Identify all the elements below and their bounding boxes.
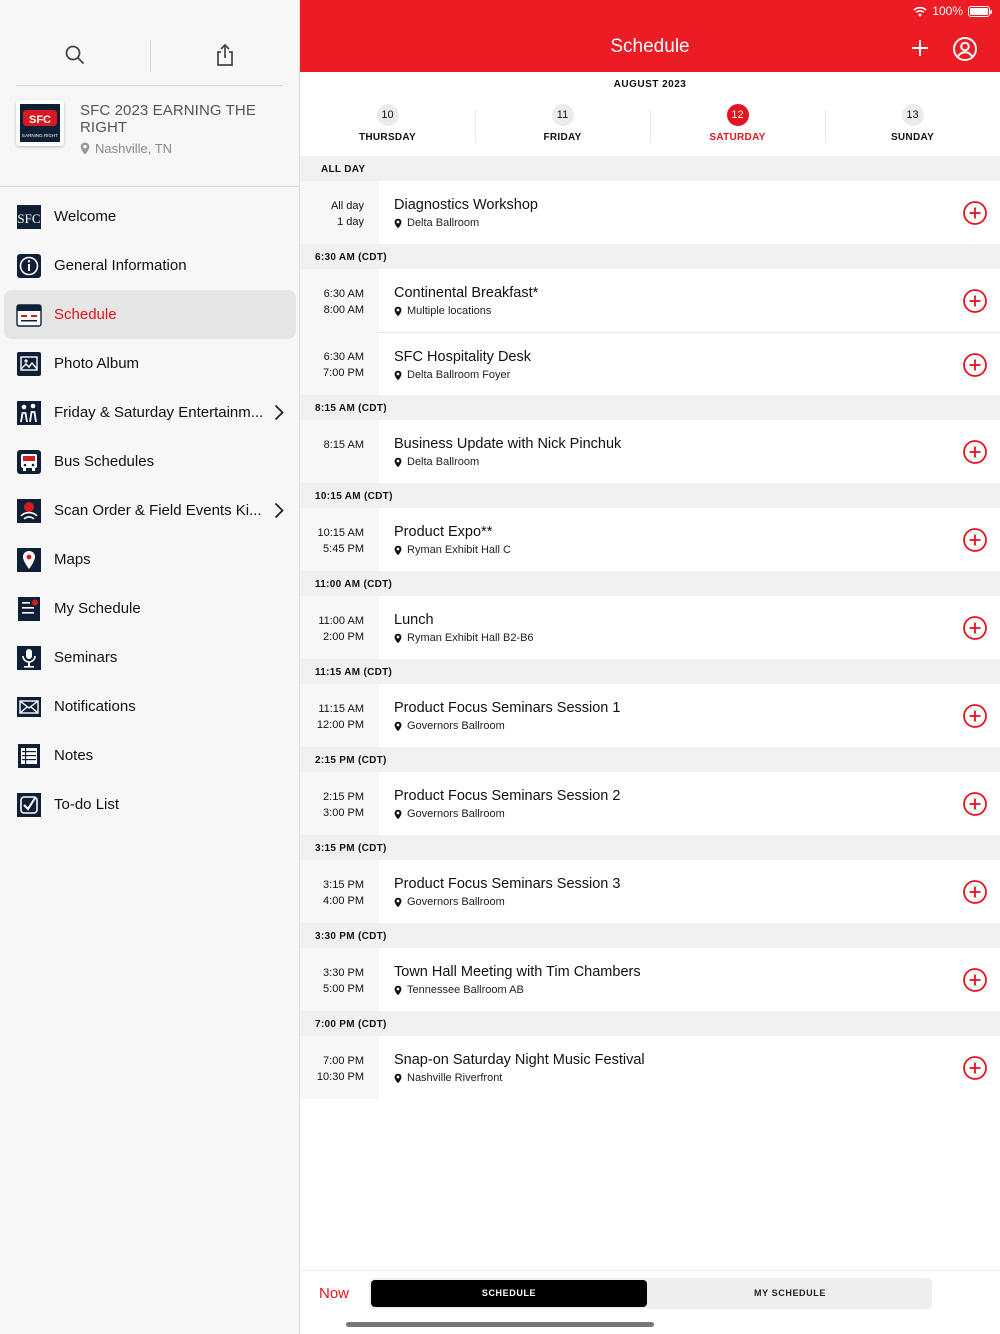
session-location-text: Delta Ballroom [407, 217, 480, 229]
battery-icon [968, 6, 990, 17]
session-row[interactable] [300, 772, 1000, 835]
session-location [394, 1072, 502, 1084]
sidebar-item-bus-schedules[interactable] [4, 437, 296, 486]
day-selector [300, 104, 1000, 152]
session-body [379, 332, 1000, 395]
schedule-list [300, 156, 1000, 1099]
section-header: 7:00 PM (CDT) [300, 1011, 1000, 1036]
sfc-logo-icon [16, 204, 42, 230]
info-icon [16, 253, 42, 279]
location-pin-icon [394, 218, 402, 229]
month-label: AUGUST 2023 [613, 79, 687, 90]
session-times [300, 332, 379, 395]
session-end-time: 5:00 PM [323, 983, 364, 995]
session-start-time: 6:30 AM [323, 351, 364, 363]
add-to-schedule-button[interactable] [962, 1055, 988, 1081]
session-location-text: Governors Ballroom [407, 808, 505, 820]
notes-icon [16, 743, 42, 769]
section-header: 6:30 AM (CDT) [300, 244, 1000, 269]
session-title: Product Expo** [394, 524, 493, 540]
location-pin-icon [394, 306, 402, 317]
session-end-time: 8:00 AM [323, 304, 364, 316]
sidebar-item-welcome[interactable] [4, 192, 296, 241]
session-title: SFC Hospitality Desk [394, 349, 531, 365]
section-header: 3:15 PM (CDT) [300, 835, 1000, 860]
session-location-text: Nashville Riverfront [407, 1072, 503, 1084]
sidebar-item-label: Maps [54, 551, 91, 568]
session-location [394, 720, 505, 732]
my-schedule-icon [16, 596, 42, 622]
main-panel [300, 0, 1000, 1334]
sidebar-item-label: Bus Schedules [54, 453, 155, 470]
add-to-schedule-button[interactable] [962, 967, 988, 993]
sidebar-nav [0, 192, 300, 829]
calendar-icon [16, 302, 42, 328]
location-pin-icon [394, 457, 402, 468]
day-friday[interactable] [475, 104, 650, 152]
session-location-text: Delta Ballroom [407, 456, 480, 468]
add-to-schedule-button[interactable] [962, 879, 988, 905]
plus-circle-icon [962, 1055, 988, 1086]
tab-schedule[interactable]: SCHEDULE [371, 1280, 647, 1307]
svg-text:SFC: SFC [17, 210, 41, 226]
section-header: ALL DAY [300, 156, 1000, 181]
session-start-time: 11:00 AM [318, 615, 364, 627]
add-to-schedule-button[interactable] [962, 200, 988, 226]
session-times [300, 860, 379, 923]
session-body [379, 772, 1000, 835]
location-pin-icon [394, 897, 402, 908]
wifi-icon [913, 6, 927, 17]
location-pin-icon [394, 545, 402, 556]
session-row[interactable] [300, 948, 1000, 1011]
location-pin-icon [394, 985, 402, 996]
sidebar-item-label: Photo Album [54, 355, 140, 372]
bottom-bar [300, 1270, 1000, 1334]
share-icon [215, 43, 235, 67]
session-location [394, 544, 511, 556]
session-end-time: 12:00 PM [316, 719, 364, 731]
session-title: Town Hall Meeting with Tim Chambers [394, 964, 641, 980]
sidebar-item-general-information[interactable] [4, 241, 296, 290]
event-title: SFC 2023 EARNING THE RIGHT [80, 102, 256, 136]
session-start-time: 6:30 AM [323, 288, 364, 300]
day-thursday[interactable] [300, 104, 475, 152]
session-location-text: Delta Ballroom Foyer [407, 369, 511, 381]
sidebar [0, 0, 300, 1334]
envelope-icon [16, 694, 42, 720]
session-times [300, 181, 379, 244]
session-location-text: Ryman Exhibit Hall C [407, 544, 511, 556]
add-to-schedule-button[interactable] [962, 703, 988, 729]
sidebar-item-label: Notes [54, 747, 94, 764]
sidebar-item-label: Friday & Saturday Entertainm... [54, 404, 264, 421]
session-title: Product Focus Seminars Session 1 [394, 700, 621, 716]
sidebar-item-scan-order-field-events-ki[interactable] [4, 486, 296, 535]
sidebar-item-my-schedule[interactable] [4, 584, 296, 633]
search-icon [64, 44, 86, 66]
session-row[interactable] [300, 596, 1000, 659]
session-location [394, 217, 479, 229]
session-title: Business Update with Nick Pinchuk [394, 436, 622, 452]
day-number: 13 [902, 104, 924, 126]
plus-circle-icon [962, 967, 988, 998]
session-start-time: 3:30 PM [323, 967, 364, 979]
session-start-time: 7:00 PM [323, 1055, 364, 1067]
tab-my-schedule[interactable]: MY SCHEDULE [754, 1288, 826, 1298]
session-body [379, 596, 1000, 659]
day-number: 12 [727, 104, 749, 126]
session-location-text: Governors Ballroom [407, 896, 505, 908]
event-location [80, 141, 172, 156]
plus-circle-icon [962, 879, 988, 910]
location-pin-icon [394, 1073, 402, 1084]
section-header: 10:15 AM (CDT) [300, 483, 1000, 508]
scan-icon [16, 498, 42, 524]
day-divider [475, 110, 476, 142]
nav-bar [300, 0, 1000, 72]
sidebar-item-notes[interactable] [4, 731, 296, 780]
day-saturday[interactable] [650, 104, 825, 152]
session-row[interactable] [300, 860, 1000, 923]
session-end-time: 5:45 PM [323, 543, 364, 555]
session-body [379, 181, 1000, 244]
sidebar-item-label: My Schedule [54, 600, 141, 617]
day-number: 10 [377, 104, 399, 126]
sidebar-toolbar [0, 30, 300, 80]
session-times [300, 508, 379, 571]
session-body [379, 269, 1000, 332]
session-location [394, 808, 505, 820]
battery-percent: 100% [932, 4, 963, 18]
section-header: 11:15 AM (CDT) [300, 659, 1000, 684]
event-card[interactable] [16, 100, 286, 164]
plus-circle-icon [962, 615, 988, 646]
session-location-text: Ryman Exhibit Hall B2-B6 [407, 632, 534, 644]
day-number: 11 [552, 104, 574, 126]
location-pin-icon [80, 142, 90, 155]
divider [16, 85, 283, 86]
session-location [394, 369, 510, 381]
day-name: THURSDAY [358, 132, 417, 143]
section-header: 11:00 AM (CDT) [300, 571, 1000, 596]
session-body [379, 684, 1000, 747]
sidebar-item-friday-saturday-entertainm[interactable] [4, 388, 296, 437]
plus-icon [908, 36, 932, 60]
session-title: Product Focus Seminars Session 3 [394, 876, 621, 892]
session-start-time: 8:15 AM [323, 439, 364, 451]
session-title: Diagnostics Workshop [394, 197, 538, 213]
session-end-time: 2:00 PM [323, 631, 364, 643]
session-end-time: 7:00 PM [323, 367, 364, 379]
plus-circle-icon [962, 703, 988, 734]
location-pin-icon [394, 633, 402, 644]
people-icon [16, 400, 42, 426]
location-pin-icon [394, 370, 402, 381]
share-button[interactable] [150, 30, 300, 80]
add-to-schedule-button[interactable] [962, 352, 988, 378]
user-icon [952, 36, 978, 62]
plus-circle-icon [962, 791, 988, 822]
session-body [379, 508, 1000, 571]
session-start-time: 11:15 AM [318, 703, 364, 715]
plus-circle-icon [962, 200, 988, 231]
session-end-time: 1 day [337, 216, 364, 228]
event-location-text: Nashville, TN [95, 141, 173, 156]
session-times [300, 1036, 379, 1099]
sidebar-item-label: To-do List [54, 796, 120, 813]
sidebar-item-schedule[interactable] [4, 290, 296, 339]
session-body [379, 420, 1000, 483]
plus-circle-icon [962, 352, 988, 383]
plus-circle-icon [962, 439, 988, 470]
session-row[interactable] [300, 1036, 1000, 1099]
session-title: Lunch [394, 612, 434, 628]
bus-icon [16, 449, 42, 475]
plus-circle-icon [962, 288, 988, 319]
search-button[interactable] [0, 30, 150, 80]
session-start-time: 10:15 AM [317, 527, 364, 539]
session-row[interactable] [300, 508, 1000, 571]
sidebar-item-seminars[interactable] [4, 633, 296, 682]
status-bar [913, 4, 990, 18]
session-times [300, 420, 379, 483]
chevron-right-icon [274, 404, 284, 426]
sidebar-item-label: Schedule [54, 306, 117, 323]
add-to-schedule-button[interactable] [962, 527, 988, 553]
day-name: FRIDAY [543, 132, 582, 143]
day-name: SUNDAY [890, 132, 935, 143]
page-title: Schedule [610, 36, 690, 57]
sidebar-item-label: Notifications [54, 698, 136, 715]
plus-circle-icon [962, 527, 988, 558]
sidebar-item-to-do-list[interactable] [4, 780, 296, 829]
chevron-right-icon [274, 502, 284, 524]
section-header: 2:15 PM (CDT) [300, 747, 1000, 772]
sidebar-item-label: Seminars [54, 649, 118, 666]
session-location-text: Multiple locations [407, 305, 492, 317]
photo-icon [16, 351, 42, 377]
session-end-time: 4:00 PM [323, 895, 364, 907]
session-row[interactable] [300, 181, 1000, 244]
add-to-schedule-button[interactable] [962, 288, 988, 314]
location-pin-icon [394, 809, 402, 820]
day-divider [825, 110, 826, 142]
sidebar-item-photo-album[interactable] [4, 339, 296, 388]
microphone-icon [16, 645, 42, 671]
session-start-time: All day [330, 200, 364, 212]
home-indicator [346, 1322, 654, 1327]
session-location [394, 896, 505, 908]
svg-text:SFC: SFC [29, 114, 51, 126]
session-location-text: Tennessee Ballroom AB [407, 984, 524, 996]
account-button[interactable] [952, 36, 978, 62]
session-row[interactable] [300, 684, 1000, 747]
event-logo [16, 100, 64, 146]
session-times [300, 269, 379, 332]
sidebar-item-notifications[interactable] [4, 682, 296, 731]
section-header: 8:15 AM (CDT) [300, 395, 1000, 420]
day-divider [650, 110, 651, 142]
session-start-time: 3:15 PM [323, 879, 364, 891]
day-name: SATURDAY [709, 132, 766, 143]
session-end-time: 10:30 PM [316, 1071, 364, 1083]
session-body [379, 860, 1000, 923]
session-body [379, 948, 1000, 1011]
checkbox-icon [16, 792, 42, 818]
add-to-schedule-button[interactable] [962, 791, 988, 817]
now-button[interactable]: Now [319, 1285, 350, 1302]
session-location [394, 632, 534, 644]
session-times [300, 596, 379, 659]
sidebar-item-label: Welcome [54, 208, 117, 225]
session-start-time: 2:15 PM [323, 791, 364, 803]
section-header: 3:30 PM (CDT) [300, 923, 1000, 948]
add-to-schedule-button[interactable] [962, 439, 988, 465]
session-title: Product Focus Seminars Session 2 [394, 788, 621, 804]
add-button[interactable] [908, 36, 932, 60]
session-title: Snap-on Saturday Night Music Festival [394, 1052, 645, 1068]
session-location-text: Governors Ballroom [407, 720, 505, 732]
session-times [300, 948, 379, 1011]
session-times [300, 684, 379, 747]
session-location [394, 305, 491, 317]
location-pin-icon [394, 721, 402, 732]
divider [0, 186, 299, 187]
schedule-segmented-control [369, 1278, 932, 1309]
session-location [394, 984, 524, 996]
session-times [300, 772, 379, 835]
session-location [394, 456, 479, 468]
session-row[interactable] [300, 332, 1000, 395]
day-sunday[interactable] [825, 104, 1000, 152]
sidebar-item-maps[interactable] [4, 535, 296, 584]
sidebar-item-label: Scan Order & Field Events Ki... [54, 502, 262, 519]
session-title: Continental Breakfast* [394, 285, 539, 301]
sidebar-item-label: General Information [54, 257, 187, 274]
session-row[interactable] [300, 420, 1000, 483]
add-to-schedule-button[interactable] [962, 615, 988, 641]
session-body [379, 1036, 1000, 1099]
svg-text:EARNING RIGHT: EARNING RIGHT [22, 133, 58, 138]
map-pin-icon [16, 547, 42, 573]
session-end-time: 3:00 PM [323, 807, 364, 819]
session-row[interactable] [300, 269, 1000, 332]
